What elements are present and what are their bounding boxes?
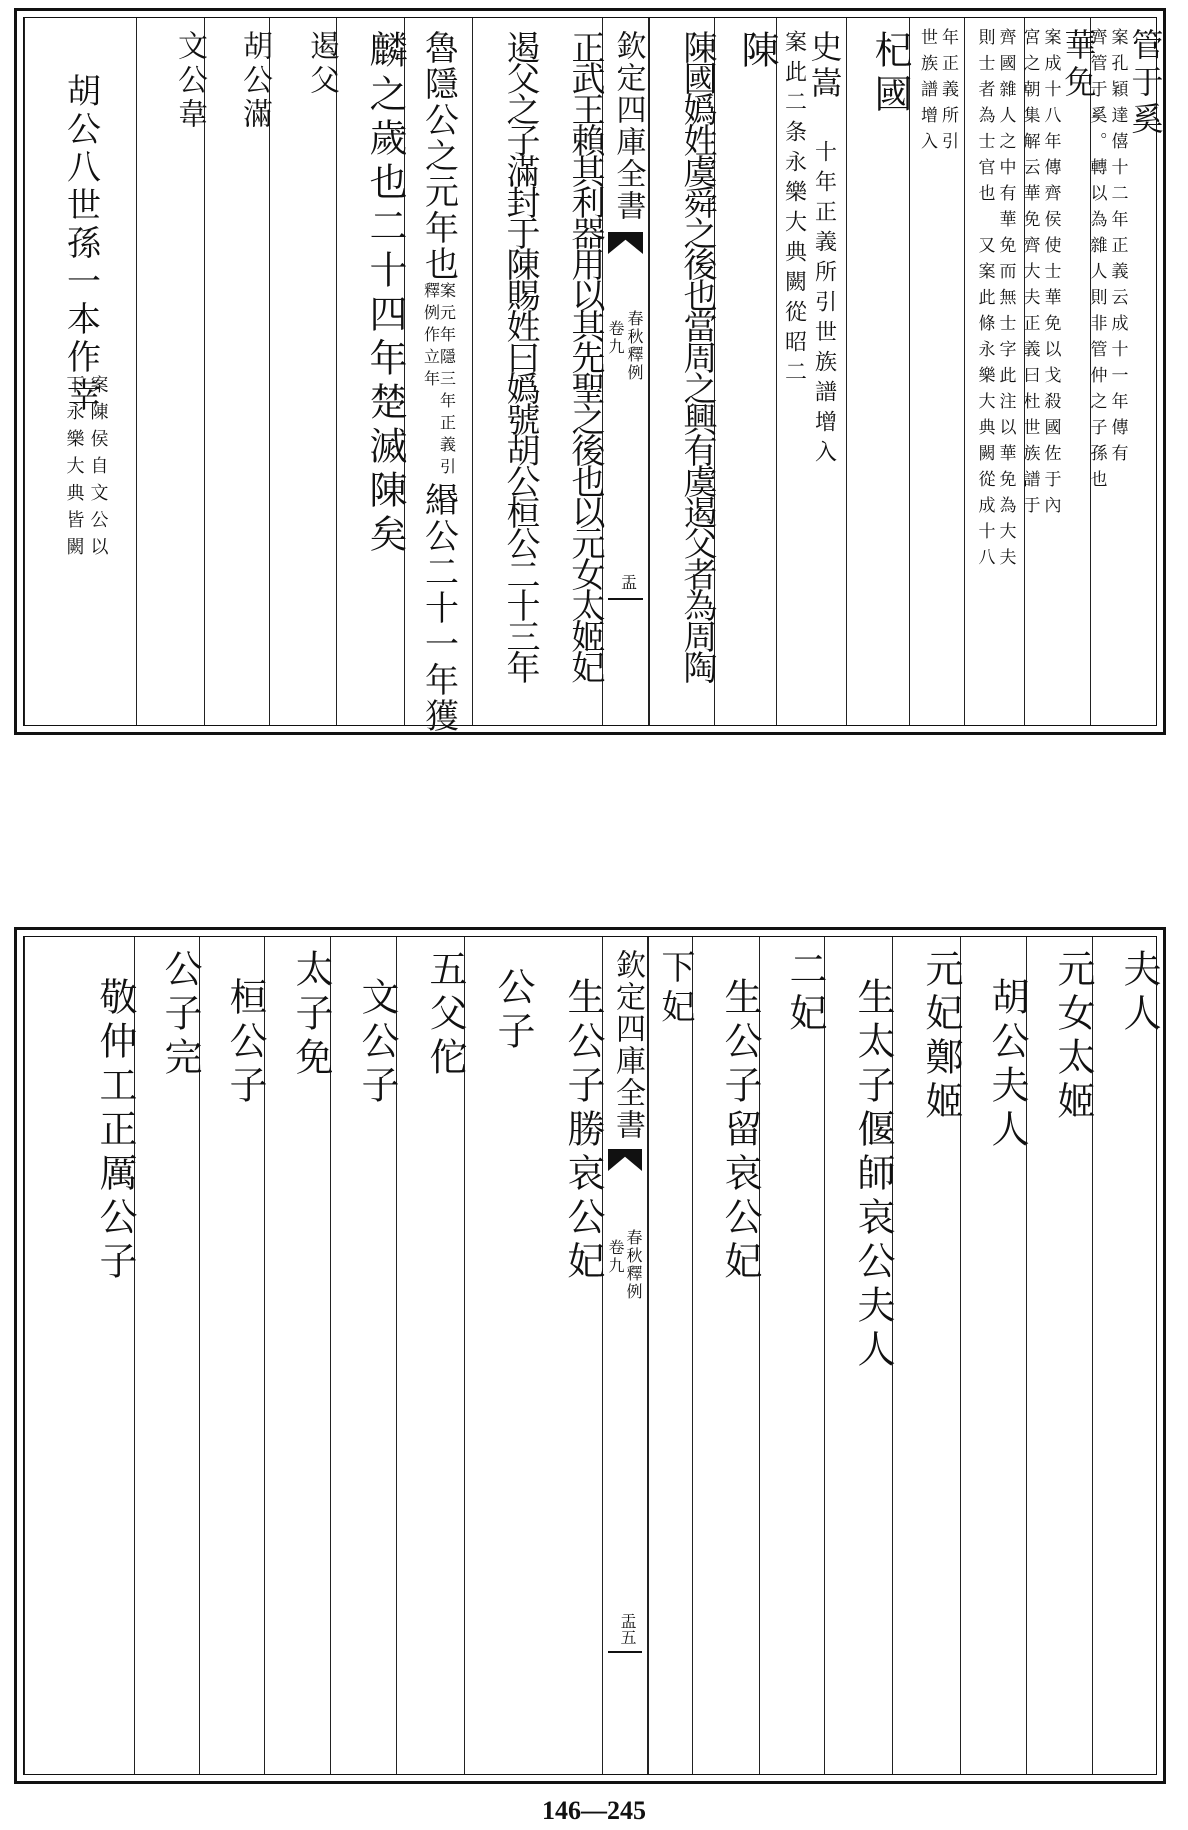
entry-text: 桓公子 xyxy=(223,977,267,1109)
annotation-line: 案成十八年傳齊侯使士華免以戈殺國佐于內 xyxy=(1040,28,1061,522)
col-wen-gong-wei xyxy=(136,18,207,725)
fishtail-mark xyxy=(608,1149,642,1171)
col-text xyxy=(537,18,605,725)
col-yuan-fei xyxy=(892,937,963,1774)
entry-text: 生太子偃師哀公夫人 xyxy=(851,977,895,1373)
col-sheng-gongzi-sheng xyxy=(532,937,605,1774)
entry-text: 文公子 xyxy=(355,977,399,1109)
entry-text: 元女太姬 xyxy=(1051,949,1095,1125)
banner-book: 春秋釋例 xyxy=(625,310,644,382)
col-text xyxy=(649,18,717,725)
bottom-page-frame xyxy=(23,936,1161,1775)
entry-text: 緡公二十一年獲 xyxy=(418,482,459,734)
entry-text: 陳國嬀姓虞舜之後也當周之興有虞遏父者為周陶 xyxy=(677,30,717,681)
col-guan-yuxi xyxy=(1086,18,1165,725)
annotation-line: 案此二条永樂大典闕從昭二 xyxy=(781,30,807,390)
col-huan-gongzi xyxy=(199,937,267,1774)
center-banner xyxy=(602,18,649,725)
entry-text: 遏父 xyxy=(304,30,339,98)
entry-text: 陳 xyxy=(735,30,779,74)
col-gongzi-wan xyxy=(134,937,202,1774)
col-taizi-mian xyxy=(264,937,333,1774)
fishtail-line xyxy=(608,1651,642,1653)
fishtail-line xyxy=(608,598,643,600)
entry-text: 元妃鄭姬 xyxy=(919,949,963,1125)
banner-title: 欽定四庫全書 xyxy=(610,949,645,1141)
annotation-line: 案元年隱三年正義引釋例作立年 xyxy=(421,282,457,480)
top-page-panel xyxy=(14,8,1166,735)
banner-page: 盂 xyxy=(618,574,638,590)
top-page-frame xyxy=(23,17,1165,734)
annotation-line: 齊管于奚。轉以為雜人則非管仲之子孫也 xyxy=(1086,28,1107,496)
banner-title: 欽定四庫全書 xyxy=(610,30,646,222)
annotation-line: 十年正義所引世族譜增入 xyxy=(811,140,837,470)
col-er-fei xyxy=(759,937,827,1774)
banner-page: 盂五 xyxy=(618,1613,637,1645)
entry-head: 史嵩 xyxy=(805,30,844,102)
col-yuan-nu xyxy=(1026,937,1095,1774)
col-annotation xyxy=(964,18,1024,725)
entry-text: 下妃 xyxy=(655,949,695,1029)
entry-text: 胡公滿 xyxy=(237,30,272,132)
col-qi-guo xyxy=(846,18,912,725)
entry-text: 夫人 xyxy=(1117,949,1161,1037)
col-shi-song xyxy=(776,18,846,725)
col-sheng-gongzi-liu xyxy=(692,937,762,1774)
annotation-line: 齊國雜人之中有華免而無士字此注以華免為大夫 xyxy=(995,28,1016,574)
entry-text: 公子 xyxy=(491,967,535,1055)
annotation-line: 案陳侯自文公以 xyxy=(87,375,109,564)
col-hu-gong-furen xyxy=(960,937,1029,1774)
entry-text: 魯隱公之元年也 xyxy=(418,30,459,282)
col-chen xyxy=(714,18,779,725)
annotation-line: 案孔穎達僖十二年正義云成十一年傳有 xyxy=(1107,28,1128,470)
col-wen-gongzi xyxy=(330,937,399,1774)
banner-volume: 卷九 xyxy=(606,320,625,356)
entry-text: 杞國 xyxy=(868,30,912,118)
center-banner xyxy=(602,937,648,1774)
entry-text: 生公子勝哀公妃 xyxy=(561,977,605,1285)
entry-text: 麟之歲也二十四年楚滅陳矣 xyxy=(363,30,407,558)
col-wu-fu-tuo xyxy=(396,937,467,1774)
col-sheng-taizi xyxy=(824,937,895,1774)
col-hu-gong-man xyxy=(204,18,272,725)
annotation-line: 下永樂大典皆闕 xyxy=(63,375,85,564)
fishtail-mark xyxy=(608,232,643,254)
col-fu-ren xyxy=(1092,937,1161,1774)
entry-head: 管于奚 xyxy=(1126,28,1165,139)
entry-text: 太子免 xyxy=(289,949,333,1081)
annotation-line: 則士者為士官也 又案此條永樂大典闕從成十八 xyxy=(974,28,995,574)
annotation-line: 宮之朝集解云華免齊大夫正義曰杜世族譜于 xyxy=(1019,28,1040,522)
entry-text: 文公韋 xyxy=(172,30,207,132)
entry-text: 遏父之子滿封于陳賜姓曰嬀號胡公桓公二十三年 xyxy=(500,30,540,681)
annotation-line: 年正義所引 xyxy=(938,28,958,158)
entry-text: 公子完 xyxy=(158,949,202,1081)
col-jing-zhong xyxy=(24,937,137,1774)
entry-text: 敬仲工正厲公子 xyxy=(93,977,137,1285)
entry-text: 生公子留哀公妃 xyxy=(718,977,762,1285)
entry-text: 胡公夫人 xyxy=(985,977,1029,1153)
col-gongzi xyxy=(464,937,535,1774)
banner-book: 春秋釋例 xyxy=(624,1229,643,1301)
page-number: 146—245 xyxy=(542,1796,646,1825)
col-xia-fei xyxy=(648,937,695,1774)
entry-text: 胡公八世孫一本作幸 xyxy=(60,73,101,415)
col-e-fu xyxy=(269,18,339,725)
col-annotation xyxy=(909,18,964,725)
entry-text: 五父佗 xyxy=(423,949,467,1081)
col-text xyxy=(404,18,472,734)
col-text xyxy=(472,18,540,725)
col-text xyxy=(336,18,407,725)
bottom-page-panel xyxy=(14,927,1166,1784)
entry-head: 華免 xyxy=(1059,28,1098,102)
col-note xyxy=(24,18,136,725)
entry-text: 正武王賴其利器用以其先聖之後也以元女太姬妃 xyxy=(565,30,605,681)
entry-text: 二妃 xyxy=(783,949,827,1037)
annotation-line: 世族譜增入 xyxy=(917,28,937,158)
banner-volume: 卷九 xyxy=(606,1239,625,1275)
